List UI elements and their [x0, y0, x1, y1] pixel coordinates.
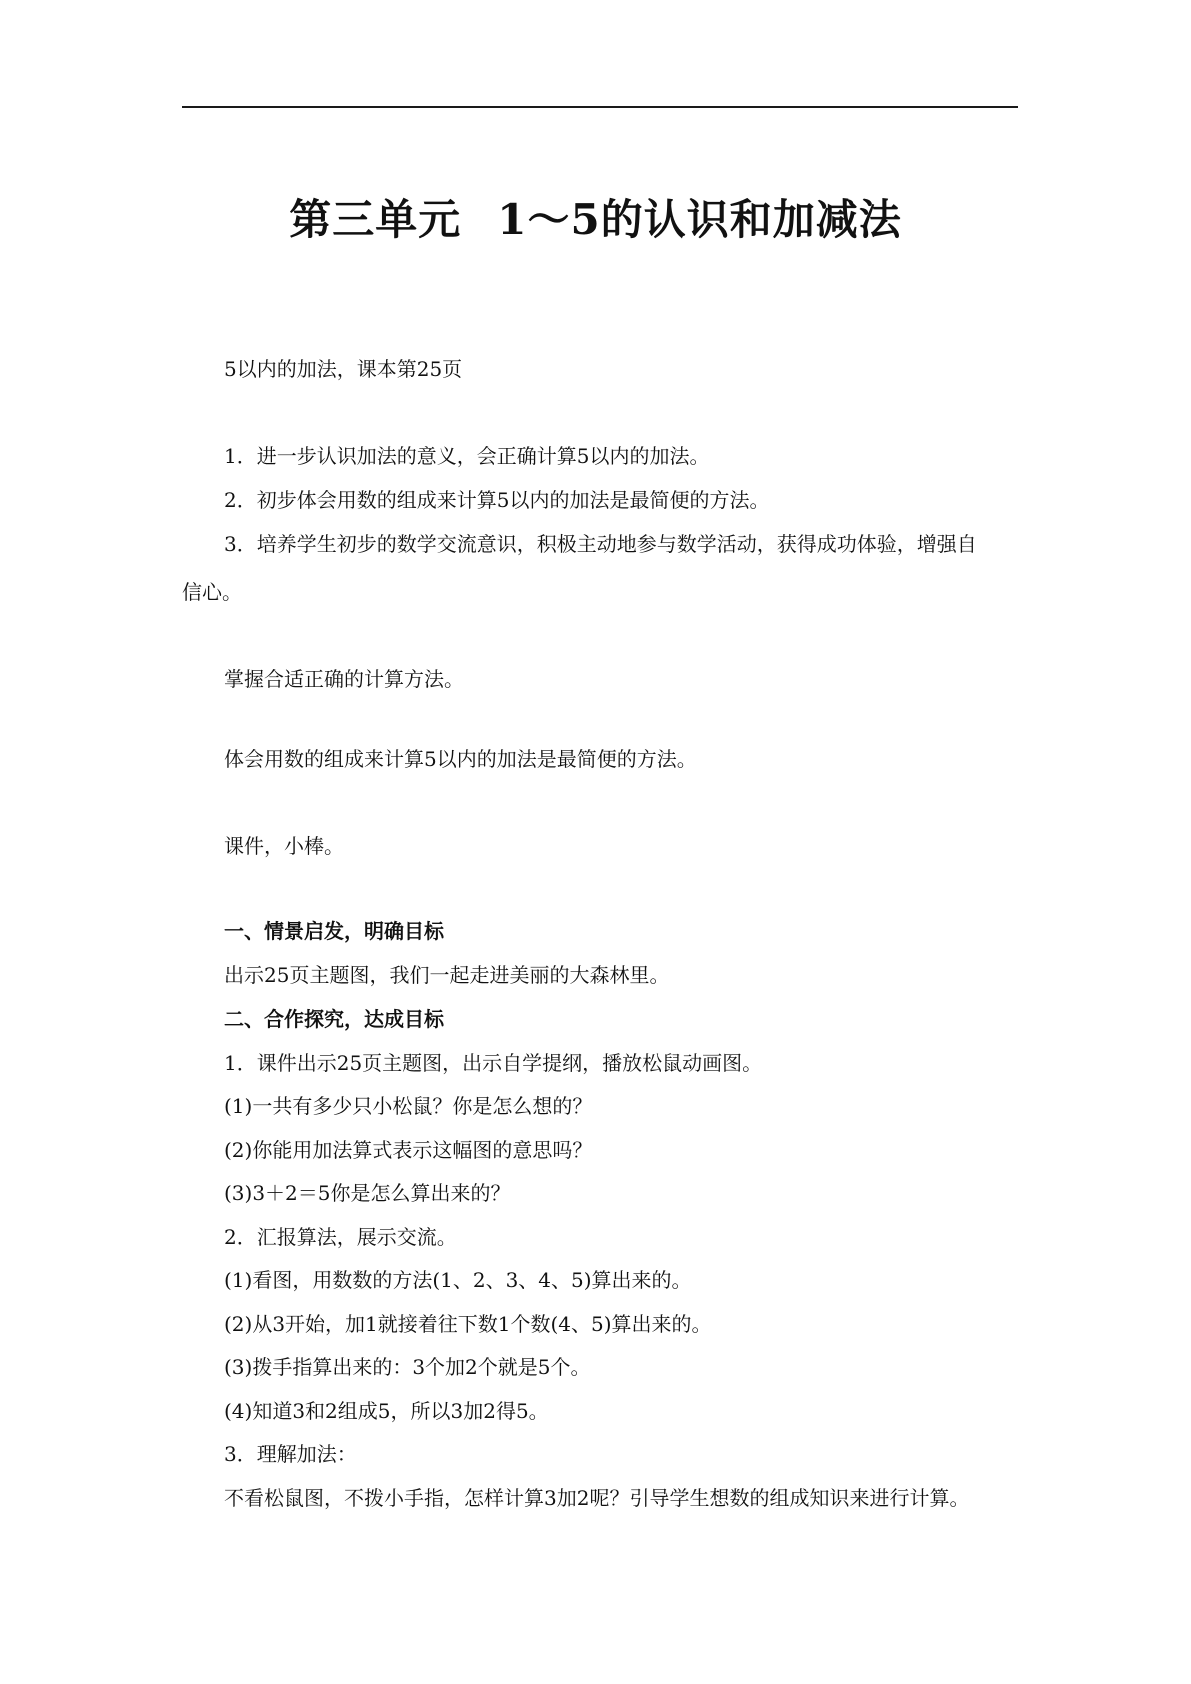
section-1-text: 出示25页主题图，我们一起走进美丽的大森林里。	[224, 963, 670, 987]
objective-1: 1．进一步认识加法的意义，会正确计算5以内的加法。	[224, 444, 710, 468]
process-line: 不看松鼠图，不拨小手指，怎样计算3加2呢？引导学生想数的组成知识来进行计算。	[224, 1486, 970, 1510]
objective-3: 3．培养学生初步的数学交流意识，积极主动地参与数学活动，获得成功体验，增强自	[224, 532, 977, 556]
process-line: (3)拨手指算出来的：3个加2个就是5个。	[224, 1355, 591, 1379]
objective-2: 2．初步体会用数的组成来计算5以内的加法是最简便的方法。	[224, 488, 770, 512]
objective-3-continued: 信心。	[182, 580, 242, 604]
process-line: 2．汇报算法，展示交流。	[224, 1225, 457, 1249]
unit-topic: 1～5的认识和加减法	[497, 195, 902, 244]
process-line: 1．课件出示25页主题图，出示自学提纲，播放松鼠动画图。	[224, 1051, 763, 1075]
process-line: (2)你能用加法算式表示这幅图的意思吗？	[224, 1138, 593, 1162]
page-title	[0, 190, 1191, 250]
process-line: (1)看图，用数数的方法(1、2、3、4、5)算出来的。	[224, 1268, 692, 1292]
header-rule	[182, 106, 1018, 108]
process-line: (1)一共有多少只小松鼠？你是怎么想的？	[224, 1094, 593, 1118]
materials: 课件，小棒。	[224, 834, 344, 858]
unit-label: 第三单元	[289, 195, 462, 244]
process-line: 3．理解加法：	[224, 1442, 357, 1466]
lesson-content: 5以内的加法，课本第25页	[224, 357, 463, 381]
key-point: 掌握合适正确的计算方法。	[224, 667, 464, 691]
section-heading-2: 二、合作探究，达成目标	[224, 1007, 444, 1031]
process-line: (3)3＋2＝5你是怎么算出来的？	[224, 1181, 511, 1205]
process-line: (2)从3开始，加1就接着往下数1个数(4、5)算出来的。	[224, 1312, 712, 1336]
difficulty: 体会用数的组成来计算5以内的加法是最简便的方法。	[224, 747, 697, 771]
section-heading-1: 一、情景启发，明确目标	[224, 919, 444, 943]
process-line: (4)知道3和2组成5，所以3加2得5。	[224, 1399, 549, 1423]
